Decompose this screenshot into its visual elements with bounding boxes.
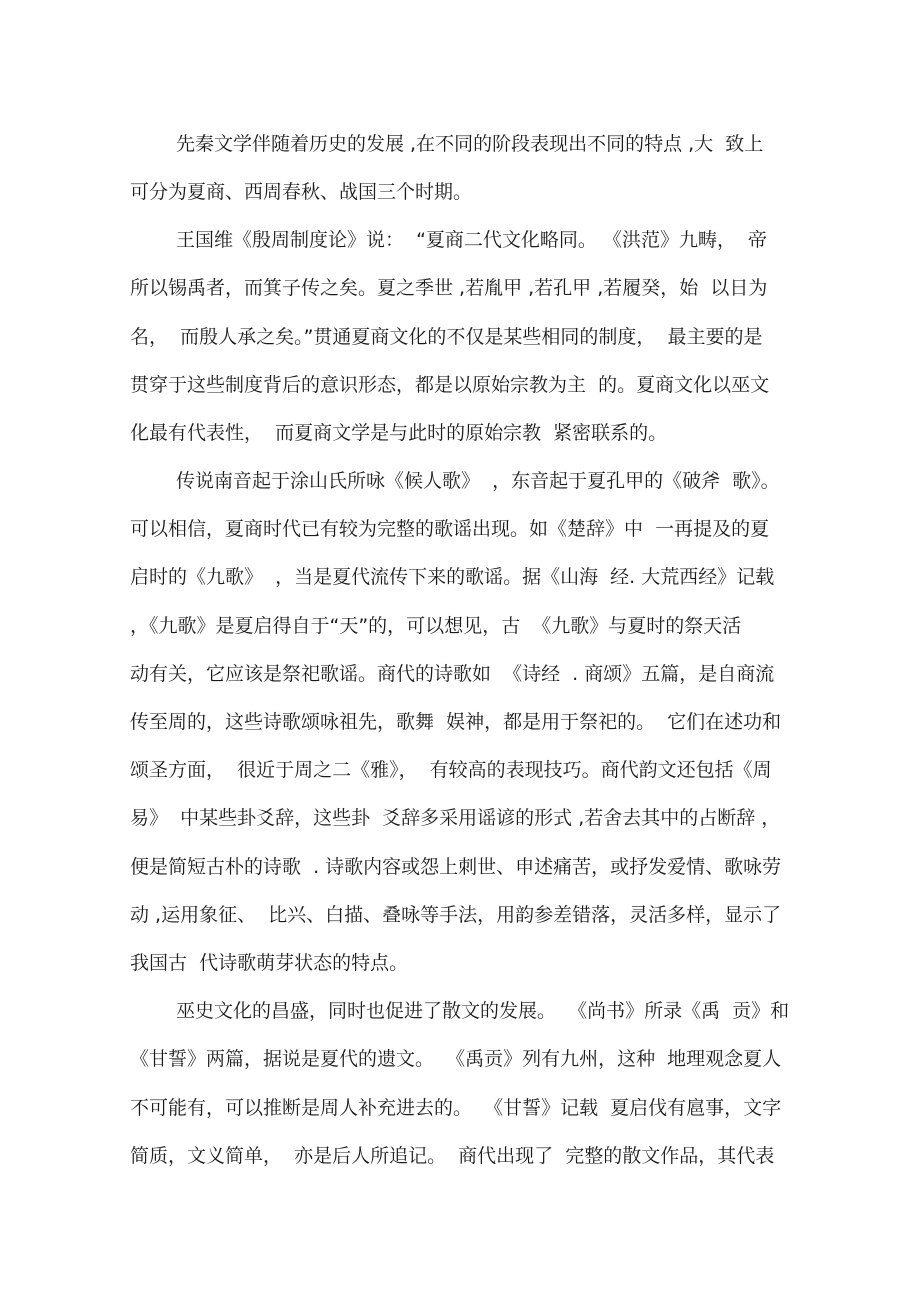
paragraph-4-line-3: 不可能有，可以推断是周人补充进去的。 《甘誓》记载 夏启伐有扈事，文字 — [130, 1097, 782, 1119]
paragraph-4-line-4: 简质，文义简单， 亦是后人所追记。 商代出现了 完整的散文作品，其代表 — [130, 1145, 775, 1167]
paragraph-3-line-1: 传说南音起于涂山氏所咏《候人歌》 ，东音起于夏孔甲的《破斧 歌》。 — [176, 470, 780, 492]
paragraph-2-line-2: 所以锡禹者，而箕子传之矣。夏之季世 ,若胤甲 ,若孔甲 ,若履癸，始 以日为 — [130, 277, 768, 299]
paragraph-3-line-9: 便是简短古朴的诗歌 . 诗歌内容或怨上刺世、申述痛苦，或抒发爱情、歌咏劳 — [130, 856, 782, 878]
paragraph-3-line-4: ，《九歌》是夏启得自于“天”的，可以想见，古 《九歌》与夏时的祭天活 — [130, 615, 742, 637]
paragraph-4-line-1: 巫史文化的昌盛，同时也促进了散文的发展。 《尚书》所录《禹 贡》和 — [176, 1000, 790, 1022]
paragraph-3-line-3: 启时的《九歌》 ，当是夏代流传下来的歌谣。据《山海 经. 大荒西经》记载 — [130, 566, 775, 588]
paragraph-3-line-8: 易》 中某些卦爻辞，这些卦 爻辞多采用谣谚的形式 ,若舍去其中的占断辞 ， — [130, 807, 781, 829]
paragraph-3-line-2: 可以相信，夏商时代已有较为完整的歌谣出现。如《楚辞》中 一再提及的夏 — [130, 518, 770, 540]
paragraph-1-line-2: 可分为夏商、西周春秋、战国三个时期。 — [130, 181, 473, 203]
paragraph-3-line-11: 我国古 代诗歌萌芽状态的特点。 — [130, 952, 409, 974]
paragraph-2-line-5: 化最有代表性， 而夏商文学是与此时的原始宗教 紧密联系的。 — [130, 422, 668, 444]
paragraph-3-line-7: 颂圣方面， 很近于周之二《雅》， 有较高的表现技巧。商代韵文还包括《周 — [130, 759, 772, 781]
paragraph-1-line-1: 先秦文学伴随着历史的发展 ,在不同的阶段表现出不同的特点 ,大 致上 — [176, 133, 764, 155]
paragraph-2-line-3: 名， 而殷人承之矣。”贯通夏商文化的不仅是某些相同的制度， 最主要的是 — [130, 326, 763, 348]
paragraph-2-line-1: 王国维《殷周制度论》说： “夏商二代文化略同。 《洪范》九畴， 帝 — [176, 229, 768, 251]
paragraph-3-line-5: 动有关，它应该是祭祀歌谣。商代的诗歌如 《诗经 . 商颂》五篇，是自商流 — [130, 663, 775, 685]
paragraph-4-line-2: 《甘誓》两篇，据说是夏代的遗文。 《禹贡》列有九州，这种 地理观念夏人 — [130, 1048, 782, 1070]
paragraph-2-line-4: 贯穿于这些制度背后的意识形态，都是以原始宗教为主 的。夏商文化以巫文 — [130, 374, 770, 396]
paragraph-3-line-10: 动 ,运用象征、 比兴、白描、叠咏等手法，用韵参差错落，灵活多样，显示了 — [130, 904, 782, 926]
paragraph-3-line-6: 传至周的，这些诗歌颂咏祖先，歌舞 娱神，都是用于祭祀的。 它们在述功和 — [130, 711, 782, 733]
